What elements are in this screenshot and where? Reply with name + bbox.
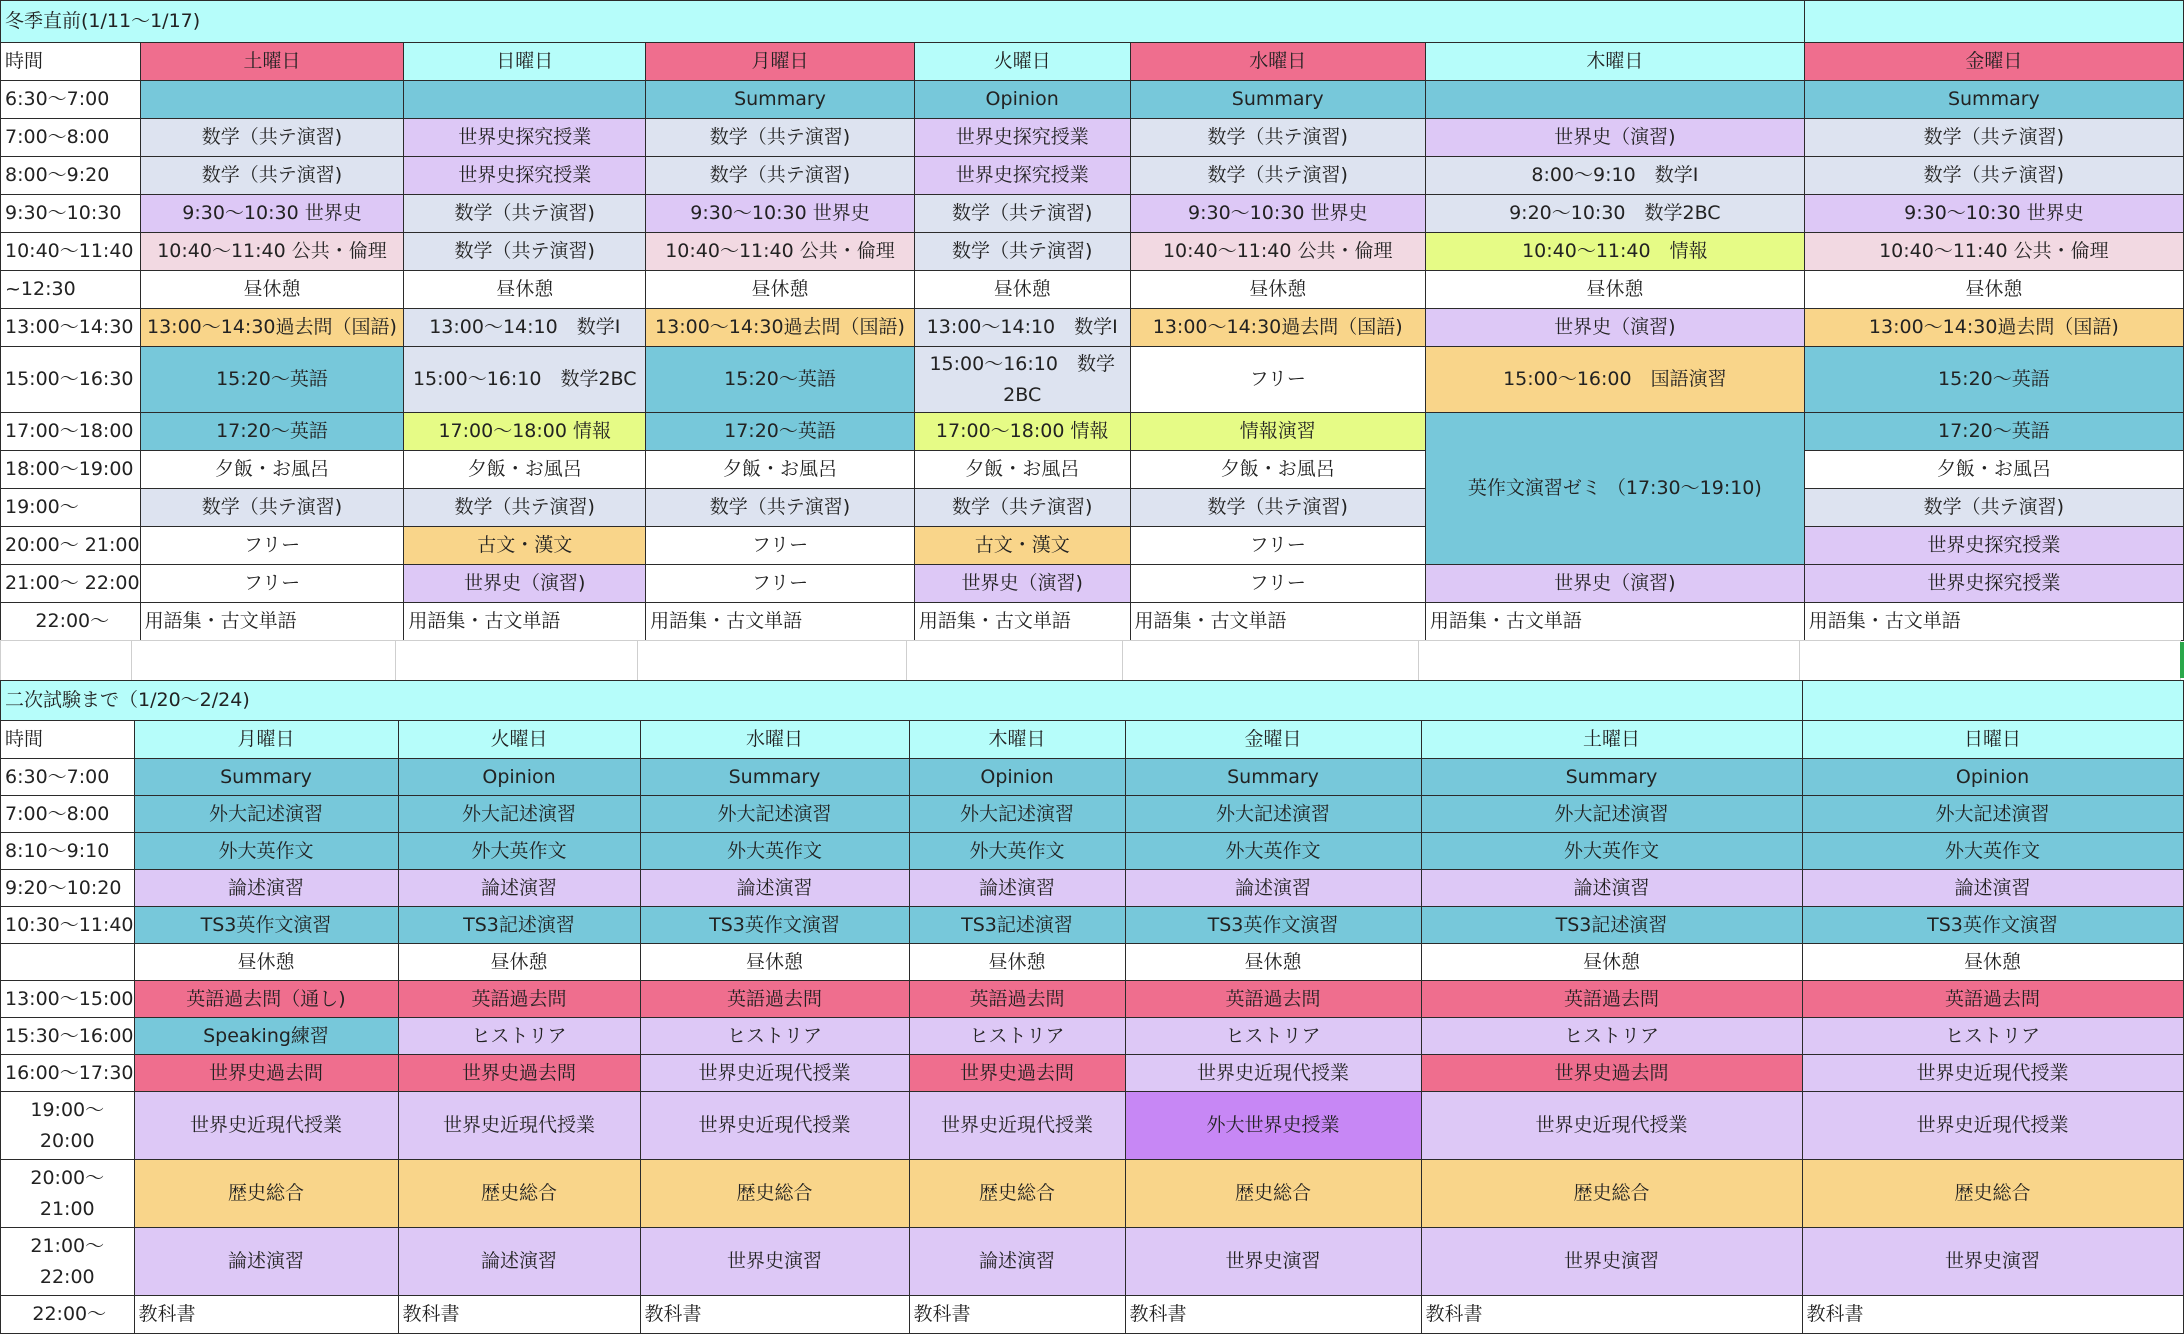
schedule-cell[interactable]: 9:30〜10:30 世界史 [1804,195,2183,233]
schedule-cell[interactable]: TS3英作文演習 [134,907,398,944]
schedule-cell[interactable]: 外大英作文 [909,833,1125,870]
schedule-cell[interactable]: 世界史近現代授業 [398,1092,640,1160]
schedule-cell[interactable]: 外大記述演習 [909,796,1125,833]
schedule-cell[interactable]: フリー [646,565,915,603]
schedule-cell[interactable]: 世界史近現代授業 [640,1092,909,1160]
schedule-cell[interactable] [1425,81,1804,119]
schedule-cell[interactable]: Opinion [1802,759,2183,796]
schedule-cell[interactable]: 数学（共テ演習) [646,489,915,527]
schedule-cell[interactable]: ヒストリア [1125,1018,1421,1055]
schedule-cell[interactable]: 数学（共テ演習) [1804,119,2183,157]
schedule-cell[interactable]: TS3英作文演習 [640,907,909,944]
schedule-cell[interactable]: TS3記述演習 [909,907,1125,944]
blank-row [0,640,2181,681]
schedule-cell[interactable]: 17:20〜英語 [646,413,915,451]
schedule-cell[interactable]: 用語集・古文単語 [1130,603,1425,641]
day-header-mon[interactable]: 月曜日 [646,43,915,81]
schedule-cell[interactable]: Summary [646,81,915,119]
time-cell[interactable]: 9:20〜10:20 [1,870,135,907]
schedule-cell[interactable]: 数学（共テ演習) [404,195,646,233]
schedule-cell[interactable]: 13:00〜14:10 数学Ⅰ [914,309,1130,347]
time-cell[interactable]: 13:00〜14:30 [1,309,141,347]
schedule-cell[interactable]: 外大英作文 [1125,833,1421,870]
schedule-cell[interactable]: ヒストリア [398,1018,640,1055]
schedule-cell[interactable]: 15:00〜16:00 国語演習 [1425,347,1804,413]
time-header[interactable]: 時間 [1,721,135,759]
time-cell[interactable]: 21:00〜 22:00 [1,565,141,603]
schedule-cell[interactable]: 10:40〜11:40 公共・倫理 [646,233,915,271]
schedule-cell[interactable]: 数学（共テ演習) [404,233,646,271]
schedule-cell[interactable]: 世界史演習 [1802,1228,2183,1296]
schedule-cell[interactable]: 教科書 [398,1296,640,1334]
schedule-cell[interactable]: ヒストリア [640,1018,909,1055]
schedule-cell[interactable]: 昼休憩 [404,271,646,309]
schedule-cell[interactable]: 数学（共テ演習) [1130,119,1425,157]
time-cell[interactable]: 20:00〜 21:00 [1,527,141,565]
schedule-cell[interactable]: 用語集・古文単語 [140,603,404,641]
time-cell[interactable]: 6:30〜7:00 [1,81,141,119]
schedule-cell[interactable]: 世界史近現代授業 [1802,1055,2183,1092]
schedule-cell[interactable]: 10:40〜11:40 公共・倫理 [1130,233,1425,271]
schedule-cell[interactable]: 13:00〜14:30過去問（国語) [646,309,915,347]
schedule-cell[interactable]: 歴史総合 [1125,1160,1421,1228]
time-cell[interactable]: 6:30〜7:00 [1,759,135,796]
schedule-cell[interactable]: 昼休憩 [398,944,640,981]
time-cell[interactable]: 22:00〜 [1,1296,135,1334]
schedule-cell[interactable]: 用語集・古文単語 [1425,603,1804,641]
cell[interactable] [1804,1,2183,43]
schedule-cell[interactable]: 数学（共テ演習) [914,489,1130,527]
schedule-cell[interactable] [404,81,646,119]
schedule-cell[interactable]: TS3記述演習 [1421,907,1802,944]
schedule-cell[interactable]: 外大記述演習 [1125,796,1421,833]
schedule-cell[interactable]: 世界史演習 [1125,1228,1421,1296]
schedule-cell[interactable]: 論述演習 [1421,870,1802,907]
time-header[interactable]: 時間 [1,43,141,81]
schedule-cell[interactable]: フリー [1130,527,1425,565]
schedule-cell[interactable]: 世界史（演習) [1425,119,1804,157]
schedule-cell[interactable]: 外大記述演習 [1421,796,1802,833]
schedule-cell[interactable]: 世界史近現代授業 [1125,1055,1421,1092]
time-cell[interactable]: 10:40〜11:40 [1,233,141,271]
schedule-cell[interactable]: 教科書 [1802,1296,2183,1334]
schedule-cell[interactable]: 英語過去問 [1421,981,1802,1018]
time-cell[interactable]: 7:00〜8:00 [1,796,135,833]
schedule-table-second-exam [0,680,2184,1334]
schedule-cell[interactable]: 昼休憩 [914,271,1130,309]
time-cell[interactable]: 19:00〜 [1,489,141,527]
schedule-cell[interactable]: Summary [1804,81,2183,119]
schedule-cell[interactable]: 外大英作文 [1421,833,1802,870]
schedule-cell[interactable]: 昼休憩 [640,944,909,981]
day-header-fri[interactable]: 金曜日 [1804,43,2183,81]
schedule-cell[interactable]: TS3英作文演習 [1125,907,1421,944]
schedule-cell[interactable]: フリー [646,527,915,565]
schedule-cell[interactable]: 夕飯・お風呂 [1804,451,2183,489]
schedule-cell[interactable]: Summary [1130,81,1425,119]
schedule-cell[interactable]: 昼休憩 [1802,944,2183,981]
day-header-sun[interactable]: 日曜日 [1802,721,2183,759]
selection-edge [2180,642,2184,678]
schedule-cell[interactable]: Opinion [398,759,640,796]
schedule-cell[interactable]: 論述演習 [134,870,398,907]
time-cell[interactable]: 19:00〜 20:00 [1,1092,135,1160]
schedule-cell[interactable]: 夕飯・お風呂 [404,451,646,489]
cell[interactable] [132,641,396,681]
schedule-cell[interactable]: 数学（共テ演習) [1130,157,1425,195]
schedule-cell[interactable]: 世界史探究授業 [404,119,646,157]
time-cell[interactable]: 9:30〜10:30 [1,195,141,233]
cell[interactable] [638,641,907,681]
schedule-cell[interactable]: 世界史近現代授業 [134,1092,398,1160]
schedule-cell[interactable]: 用語集・古文単語 [1804,603,2183,641]
schedule-cell[interactable]: 15:00〜16:10 数学2BC [914,347,1130,413]
schedule-cell[interactable]: 英語過去問 [1125,981,1421,1018]
schedule-cell[interactable]: 昼休憩 [140,271,404,309]
schedule-cell[interactable]: 8:00〜9:10 数学Ⅰ [1425,157,1804,195]
schedule-cell[interactable]: 10:40〜11:40 公共・倫理 [1804,233,2183,271]
schedule-cell[interactable]: Summary [134,759,398,796]
schedule-cell[interactable]: 数学（共テ演習) [140,489,404,527]
day-header-fri[interactable]: 金曜日 [1125,721,1421,759]
schedule-cell[interactable]: 世界史演習 [640,1228,909,1296]
day-header-thu[interactable]: 木曜日 [1425,43,1804,81]
schedule-cell[interactable]: 歴史総合 [640,1160,909,1228]
schedule-cell[interactable]: 10:40〜11:40 公共・倫理 [140,233,404,271]
time-cell[interactable]: 15:00〜16:30 [1,347,141,413]
schedule-cell[interactable]: ヒストリア [1421,1018,1802,1055]
schedule-cell[interactable]: 数学（共テ演習) [140,157,404,195]
schedule-cell[interactable]: 世界史（演習) [404,565,646,603]
schedule-cell[interactable]: Opinion [909,759,1125,796]
schedule-cell[interactable]: 世界史近現代授業 [1421,1092,1802,1160]
schedule-cell[interactable]: 世界史近現代授業 [1802,1092,2183,1160]
schedule-cell[interactable]: 昼休憩 [646,271,915,309]
time-cell[interactable]: 15:30〜16:00 [1,1018,135,1055]
schedule-cell[interactable]: 15:20〜英語 [1804,347,2183,413]
schedule-cell[interactable]: 論述演習 [134,1228,398,1296]
schedule-cell[interactable]: 数学（共テ演習) [404,489,646,527]
schedule-cell[interactable]: 数学（共テ演習) [914,233,1130,271]
schedule-cell[interactable]: 論述演習 [398,1228,640,1296]
schedule-cell[interactable]: 世界史近現代授業 [640,1055,909,1092]
schedule-cell[interactable]: フリー [1130,347,1425,413]
schedule-cell[interactable]: 教科書 [1125,1296,1421,1334]
schedule-cell[interactable]: 数学（共テ演習) [646,119,915,157]
schedule-cell[interactable]: 数学（共テ演習) [914,195,1130,233]
schedule-cell[interactable]: 論述演習 [909,870,1125,907]
time-cell[interactable]: 7:00〜8:00 [1,119,141,157]
schedule-cell[interactable]: 夕飯・お風呂 [914,451,1130,489]
schedule-cell[interactable]: 9:20〜10:30 数学2BC [1425,195,1804,233]
schedule-cell[interactable] [140,81,404,119]
schedule-cell[interactable]: 外大記述演習 [134,796,398,833]
schedule-cell[interactable]: 世界史（演習) [1425,565,1804,603]
cell[interactable] [1800,641,2181,681]
section-title-winter[interactable]: 冬季直前(1/11〜1/17) [1,1,1805,43]
schedule-cell[interactable]: 15:20〜英語 [140,347,404,413]
time-cell[interactable]: 13:00〜15:00 [1,981,135,1018]
schedule-cell[interactable]: 外大英作文 [134,833,398,870]
cell[interactable] [1,641,132,681]
day-header-sat[interactable]: 土曜日 [140,43,404,81]
schedule-cell[interactable]: 論述演習 [909,1228,1125,1296]
time-cell[interactable]: 21:00〜 22:00 [1,1228,135,1296]
schedule-cell[interactable]: 17:00〜18:00 情報 [404,413,646,451]
time-cell[interactable]: 18:00〜19:00 [1,451,141,489]
schedule-cell[interactable]: 9:30〜10:30 世界史 [646,195,915,233]
schedule-cell[interactable]: 世界史過去問 [1421,1055,1802,1092]
schedule-cell[interactable]: 15:00〜16:10 数学2BC [404,347,646,413]
schedule-cell[interactable]: 数学（共テ演習) [1130,489,1425,527]
day-header-wed[interactable]: 水曜日 [640,721,909,759]
schedule-cell[interactable]: 17:20〜英語 [1804,413,2183,451]
schedule-table-winter [0,0,2184,641]
schedule-cell[interactable]: 夕飯・お風呂 [1130,451,1425,489]
schedule-cell[interactable]: 数学（共テ演習) [1804,157,2183,195]
time-cell[interactable]: 8:00〜9:20 [1,157,141,195]
cell[interactable] [396,641,638,681]
schedule-cell[interactable]: 13:00〜14:10 数学Ⅰ [404,309,646,347]
schedule-cell[interactable]: 外大英作文 [398,833,640,870]
schedule-cell[interactable]: フリー [140,527,404,565]
schedule-cell[interactable]: Summary [640,759,909,796]
cell[interactable] [907,641,1123,681]
schedule-cell[interactable]: 9:30〜10:30 世界史 [140,195,404,233]
time-cell[interactable]: 22:00〜 [1,603,141,641]
schedule-cell[interactable]: 歴史総合 [398,1160,640,1228]
schedule-cell[interactable]: 17:20〜英語 [140,413,404,451]
schedule-cell[interactable]: 13:00〜14:30過去問（国語) [1804,309,2183,347]
time-cell[interactable]: 10:30〜11:40 [1,907,135,944]
day-header-sat[interactable]: 土曜日 [1421,721,1802,759]
day-header-wed[interactable]: 水曜日 [1130,43,1425,81]
schedule-cell[interactable]: 教科書 [1421,1296,1802,1334]
schedule-cell[interactable]: 世界史（演習) [914,565,1130,603]
schedule-cell[interactable]: 古文・漢文 [914,527,1130,565]
day-header-tue[interactable]: 火曜日 [398,721,640,759]
schedule-cell[interactable]: 教科書 [640,1296,909,1334]
schedule-cell[interactable]: 外大英作文 [640,833,909,870]
schedule-cell[interactable]: 数学（共テ演習) [1804,489,2183,527]
section-title-second-exam[interactable]: 二次試験まで（1/20〜2/24) [1,681,1803,721]
schedule-cell[interactable]: 世界史探究授業 [1804,527,2183,565]
schedule-cell[interactable]: 英語過去問 [640,981,909,1018]
schedule-cell[interactable]: 外大世界史授業 [1125,1092,1421,1160]
schedule-cell[interactable]: 世界史演習 [1421,1228,1802,1296]
time-cell[interactable]: ~12:30 [1,271,141,309]
schedule-cell[interactable]: 用語集・古文単語 [404,603,646,641]
schedule-cell[interactable]: 昼休憩 [1421,944,1802,981]
schedule-cell[interactable]: 昼休憩 [1804,271,2183,309]
schedule-cell[interactable]: 歴史総合 [1802,1160,2183,1228]
schedule-cell[interactable]: 教科書 [909,1296,1125,1334]
schedule-cell[interactable]: 歴史総合 [909,1160,1125,1228]
cell[interactable] [1123,641,1419,681]
schedule-cell[interactable]: 論述演習 [398,870,640,907]
schedule-cell[interactable]: Summary [1421,759,1802,796]
schedule-cell[interactable]: 英語過去問 [909,981,1125,1018]
schedule-cell[interactable]: 数学（共テ演習) [646,157,915,195]
schedule-cell[interactable]: TS3英作文演習 [1802,907,2183,944]
schedule-cell[interactable]: 論述演習 [1125,870,1421,907]
schedule-cell[interactable]: Opinion [914,81,1130,119]
cell[interactable] [1802,681,2183,721]
time-cell[interactable]: 8:10〜9:10 [1,833,135,870]
schedule-cell[interactable]: 世界史近現代授業 [909,1092,1125,1160]
day-header-mon[interactable]: 月曜日 [134,721,398,759]
day-header-sun[interactable]: 日曜日 [404,43,646,81]
schedule-cell[interactable]: 17:00〜18:00 情報 [914,413,1130,451]
day-header-thu[interactable]: 木曜日 [909,721,1125,759]
time-cell[interactable]: 17:00〜18:00 [1,413,141,451]
schedule-cell[interactable]: 歴史総合 [134,1160,398,1228]
schedule-cell[interactable]: 英語過去問（通し) [134,981,398,1018]
schedule-cell[interactable]: 外大記述演習 [398,796,640,833]
schedule-cell[interactable]: 昼休憩 [909,944,1125,981]
schedule-cell[interactable]: 昼休憩 [1125,944,1421,981]
schedule-cell[interactable]: 世界史探究授業 [1804,565,2183,603]
schedule-cell[interactable]: 論述演習 [1802,870,2183,907]
schedule-cell[interactable]: 数学（共テ演習) [140,119,404,157]
schedule-cell[interactable]: 情報演習 [1130,413,1425,451]
schedule-cell[interactable]: 世界史過去問 [398,1055,640,1092]
schedule-cell[interactable]: 15:20〜英語 [646,347,915,413]
schedule-cell[interactable]: フリー [1130,565,1425,603]
time-cell[interactable]: 20:00〜 21:00 [1,1160,135,1228]
cell[interactable] [1419,641,1800,681]
schedule-cell[interactable]: 英語過去問 [398,981,640,1018]
schedule-cell[interactable]: Speaking練習 [134,1018,398,1055]
schedule-cell[interactable]: Summary [1125,759,1421,796]
schedule-cell[interactable]: 教科書 [134,1296,398,1334]
schedule-cell[interactable]: 世界史過去問 [134,1055,398,1092]
schedule-cell[interactable]: ヒストリア [1802,1018,2183,1055]
schedule-cell[interactable]: ヒストリア [909,1018,1125,1055]
schedule-cell[interactable]: 昼休憩 [1425,271,1804,309]
schedule-cell[interactable]: 10:40〜11:40 情報 [1425,233,1804,271]
schedule-cell[interactable]: 世界史探究授業 [914,157,1130,195]
schedule-cell[interactable]: 夕飯・お風呂 [140,451,404,489]
schedule-cell[interactable]: 世界史過去問 [909,1055,1125,1092]
time-cell[interactable]: 16:00〜17:30 [1,1055,135,1092]
schedule-cell[interactable]: 昼休憩 [1130,271,1425,309]
schedule-cell[interactable]: TS3記述演習 [398,907,640,944]
schedule-cell[interactable]: 13:00〜14:30過去問（国語) [1130,309,1425,347]
schedule-cell[interactable]: 古文・漢文 [404,527,646,565]
schedule-cell[interactable]: 世界史（演習) [1425,309,1804,347]
schedule-cell[interactable]: 英語過去問 [1802,981,2183,1018]
schedule-cell[interactable]: 13:00〜14:30過去問（国語) [140,309,404,347]
schedule-cell[interactable]: 昼休憩 [134,944,398,981]
schedule-cell[interactable]: 外大英作文 [1802,833,2183,870]
schedule-cell[interactable]: 用語集・古文単語 [914,603,1130,641]
schedule-cell[interactable]: 世界史探究授業 [404,157,646,195]
schedule-cell[interactable]: フリー [140,565,404,603]
day-header-tue[interactable]: 火曜日 [914,43,1130,81]
schedule-cell[interactable]: 世界史探究授業 [914,119,1130,157]
schedule-cell-merged[interactable]: 英作文演習ゼミ （17:30〜19:10) [1425,413,1804,565]
time-cell[interactable] [1,944,135,981]
schedule-cell[interactable]: 9:30〜10:30 世界史 [1130,195,1425,233]
schedule-cell[interactable]: 用語集・古文単語 [646,603,915,641]
schedule-cell[interactable]: 論述演習 [640,870,909,907]
schedule-cell[interactable]: 外大記述演習 [640,796,909,833]
schedule-cell[interactable]: 外大記述演習 [1802,796,2183,833]
schedule-cell[interactable]: 夕飯・お風呂 [646,451,915,489]
schedule-cell[interactable]: 歴史総合 [1421,1160,1802,1228]
